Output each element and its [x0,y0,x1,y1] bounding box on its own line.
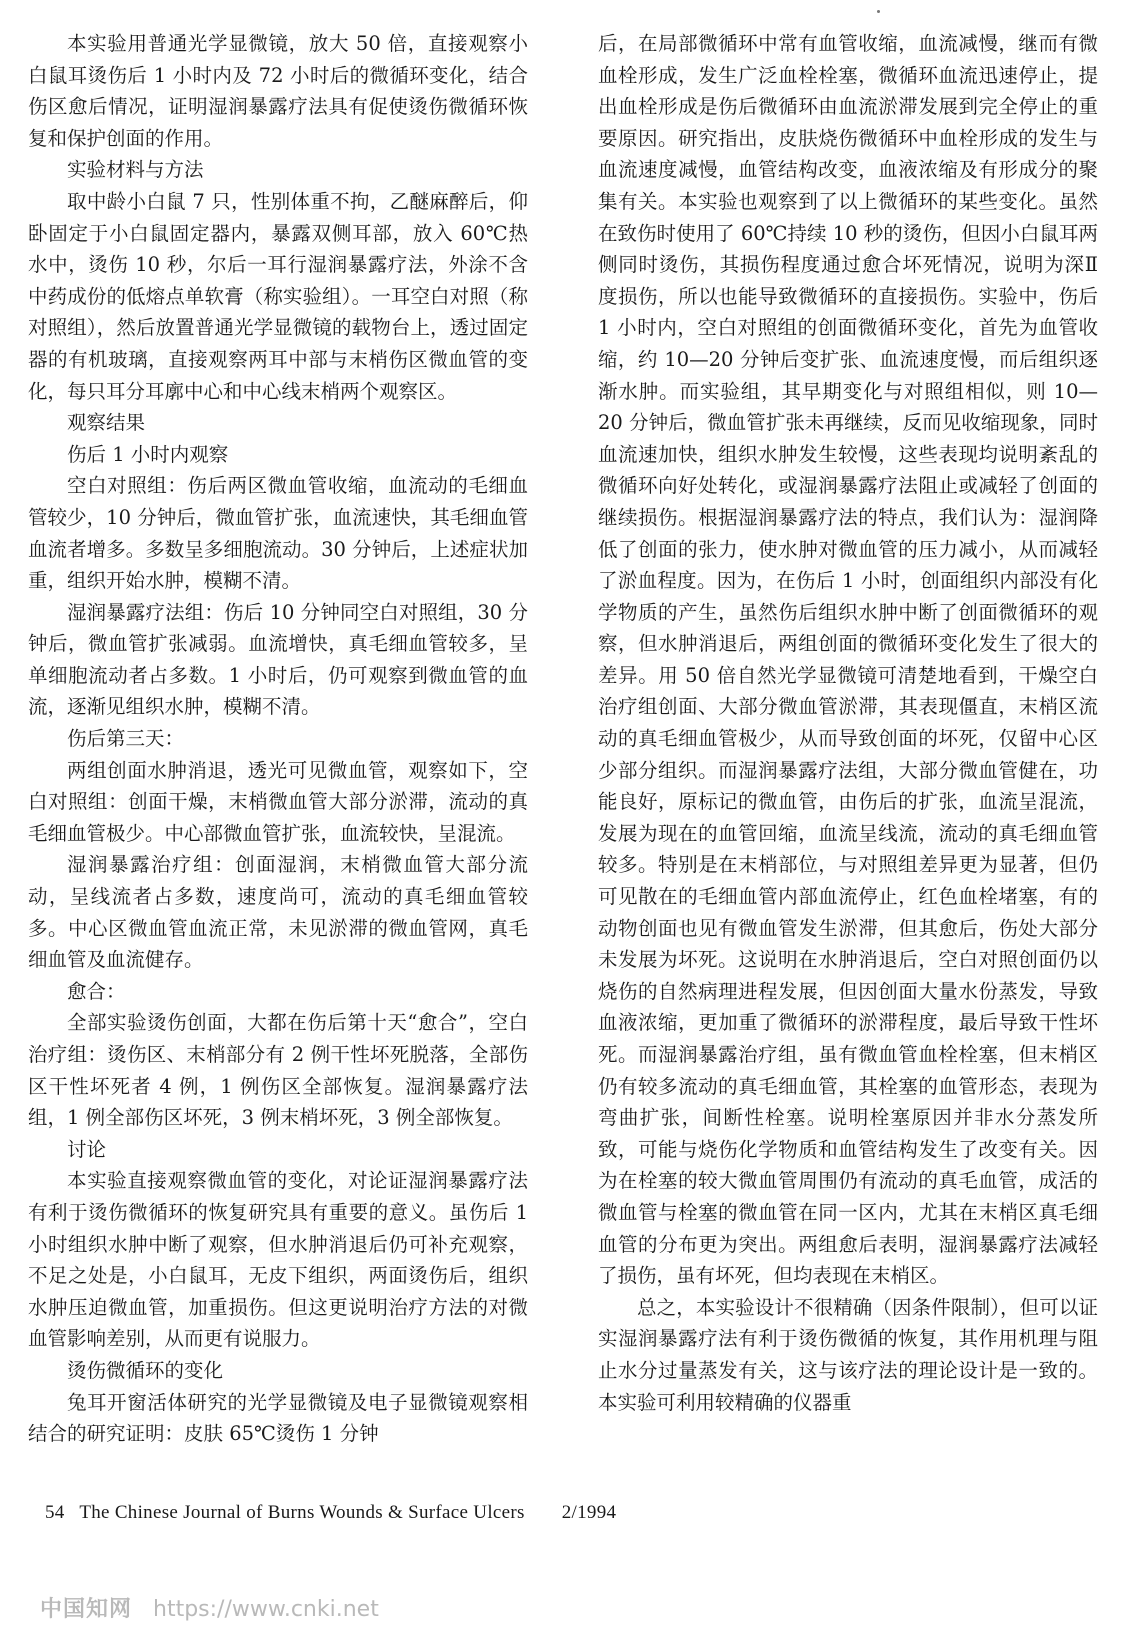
section-heading: 实验材料与方法 [67,158,204,182]
cnki-url: https://www.cnki.net [153,1597,379,1622]
section-heading: 伤后 1 小时内观察 [67,442,229,466]
section-heading: 愈合： [67,979,126,1003]
body-paragraph: 后，在局部微循环中常有血管收缩，血流减慢，继而有微血栓形成，发生广泛血栓栓塞，微循环血流迅速停止，提出血栓形成是伤后微循环由血流淤滞发展到完全停止的重要原因。研究指出，皮肤烧伤微循环中血栓形成的发生与血流速度减慢，血管结构改变，血液浓缩及有形成分的聚集有关。本实验也观察到了以上微循环的某些变化。虽然在致伤时使用了 60℃持续 10 秒的烫伤，但因小白鼠耳两侧同时烫伤，其损伤程度通过愈合坏死情况，说明为深Ⅱ度损伤，所以也能导致微循环的直接损伤。实验中，伤后 1 小时内，空白对照组的创面微循环变化，首先为血管收缩，约 10—20 分钟后变扩张、血流速度慢，而后组织逐渐水肿。而实验组，其早期变化与对照组相似，则 10—20 分钟后，微血管扩张未再继续，反而见收缩现象，同时血流速加快，组织水肿发生较慢，这些表现均说明紊乱的微循环向好处转化，或湿润暴露疗法阻止或减轻了创面的继续损伤。根据湿润暴露疗法的特点，我们认为：湿润降低了创面的张力，使水肿对微血管的压力减小，从而减轻了淤血程度。因为，在伤后 1 小时，创面组织内部没有化学物质的产生，虽然伤后组织水肿中断了创面微循环的观察，但水肿消退后，两组创面的微循环变化发生了很大的差异。用 50 倍自然光学显微镜可清楚地看到，干燥空白治疗组创面、大部分微血管淤滞，其表现僵直，末梢区流动的真毛细血管极少，从而导致创面的坏死，仅留中心区少部分组织。而湿润暴露疗法组，大部分微血管健在，功能良好，原标记的微血管，由伤后的扩张，血流呈混流，发展为现在的血管回缩，血流呈线流，流动的真毛细血管较多。特别是在末梢部位，与对照组差异更为显著，但仍可见散在的毛细血管内部血流停止，红色血栓堵塞，有的动物创面也见有微血管发生淤滞，但其愈后，伤处大部分未发展为坏死。这说明在水肿消退后，空白对照创面仍以烧伤的自然病理进程发展，但因创面大量水份蒸发，导致血液浓缩，更加重了微循环的淤滞程度，最后导致干性坏死。而湿润暴露治疗组，虽有微血管血栓栓塞，但末梢区仍有较多流动的真毛细血管，其栓塞的血管形态，表现为弯曲扩张，间断性栓塞。说明栓塞原因并非水分蒸发所致，可能与烧伤化学物质和血管结构发生了改变有关。因为在栓塞的较大微血管周围仍有流动的真毛血管，成活的微血管与栓塞的微血管在同一区内，尤其在末梢区真毛细血管的分布更为突出。两组愈后表明，湿润暴露疗法减轻了损伤，虽有坏死，但均表现在末梢区。 [598,32,1098,1288]
section-heading: 伤后第三天： [67,727,185,751]
section-heading: 烫伤微循环的变化 [67,1358,224,1382]
body-paragraph: 两组创面水肿消退，透光可见微血管，观察如下，空白对照组：创面干燥，末梢微血管大部分淤滞，流动的真毛细血管极少。中心部微血管扩张，血流较快，呈混流。 [28,758,528,845]
right-column [598,28,1098,1418]
page-footer [45,1502,626,1524]
body-paragraph: 总之，本实验设计不很精确（因条件限制），但可以证实湿润暴露疗法有利于烫伤微循的恢复，其作用机理与阻止水分过量蒸发有关，这与该疗法的理论设计是一致的。本实验可利用较精确的仪器重 [598,1295,1098,1414]
body-paragraph: 空白对照组：伤后两区微血管收缩，血流动的毛细血管较少，10 分钟后，微血管扩张，血流速快，其毛细血管血流者增多。多数呈多细胞流动。30 分钟后，上述症状加重，组织开始水肿，模糊不清。 [28,474,528,593]
body-paragraph: 取中龄小白鼠 7 只，性别体重不拘，乙醚麻醉后，仰卧固定于小白鼠固定器内，暴露双侧耳部，放入 60℃热水中，烫伤 10 秒，尔后一耳行湿润暴露疗法，外涂不含中药成份的低熔点单软膏（称实验组）。一耳空白对照（称对照组），然后放置普通光学显微镜的载物台上，透过固定器的有机玻璃，直接观察两耳中部与末梢伤区微血管的变化，每只耳分耳廓中心和中心线末梢两个观察区。 [28,189,528,403]
section-heading: 观察结果 [67,411,146,435]
body-paragraph: 湿润暴露治疗组：创面湿润，末梢微血管大部分流动，呈线流者占多数，速度尚可，流动的真毛细血管较多。中心区微血管血流正常，未见淤滞的微血管网，真毛细血管及血流健存。 [28,853,528,972]
body-paragraph: 全部实验烫伤创面，大都在伤后第十天“愈合”，空白治疗组：烫伤区、末梢部分有 2 例干性坏死脱落，全部伤区干性坏死者 4 例，1 例伤区全部恢复。湿润暴露疗法组，1 例全部伤区坏死，3 例末梢坏死，3 例全部恢复。 [28,1011,528,1130]
journal-name: The Chinese Journal of Burns Wounds & Surface Ulcers [79,1502,525,1523]
scan-speck [877,10,880,13]
body-paragraph: 湿润暴露疗法组：伤后 10 分钟同空白对照组，30 分钟后，微血管扩张减弱。血流增快，真毛细血管较多，呈单细胞流动者占多数。1 小时后，仍可观察到微血管的血流，逐渐见组织水肿，模糊不清。 [28,600,528,719]
issue-date: 2/1994 [561,1502,617,1523]
body-paragraph: 兔耳开窗活体研究的光学显微镜及电子显微镜观察相结合的研究证明：皮肤 65℃烫伤 1 分钟 [28,1390,528,1446]
body-paragraph: 本实验用普通光学显微镜，放大 50 倍，直接观察小白鼠耳烫伤后 1 小时内及 72 小时后的微循环变化，结合伤区愈后情况，证明湿润暴露疗法具有促使烫伤微循环恢复和保护创面的作用。 [28,32,528,150]
left-column [28,28,528,1450]
cnki-watermark [40,1592,379,1623]
section-heading: 讨论 [67,1137,107,1161]
cnki-logo: 中国知网 [40,1597,133,1622]
page-number: 54 [45,1502,65,1523]
body-paragraph: 本实验直接观察微血管的变化，对论证湿润暴露疗法有利于烫伤微循环的恢复研究具有重要的意义。虽伤后 1 小时组织水肿中断了观察，但水肿消退后仍可补充观察，不足之处是，小白鼠耳，无皮下组织，两面烫伤后，组织水肿压迫微血管，加重损伤。但这更说明治疗方法的对微血管影响差别，从而更有说服力。 [28,1169,528,1351]
